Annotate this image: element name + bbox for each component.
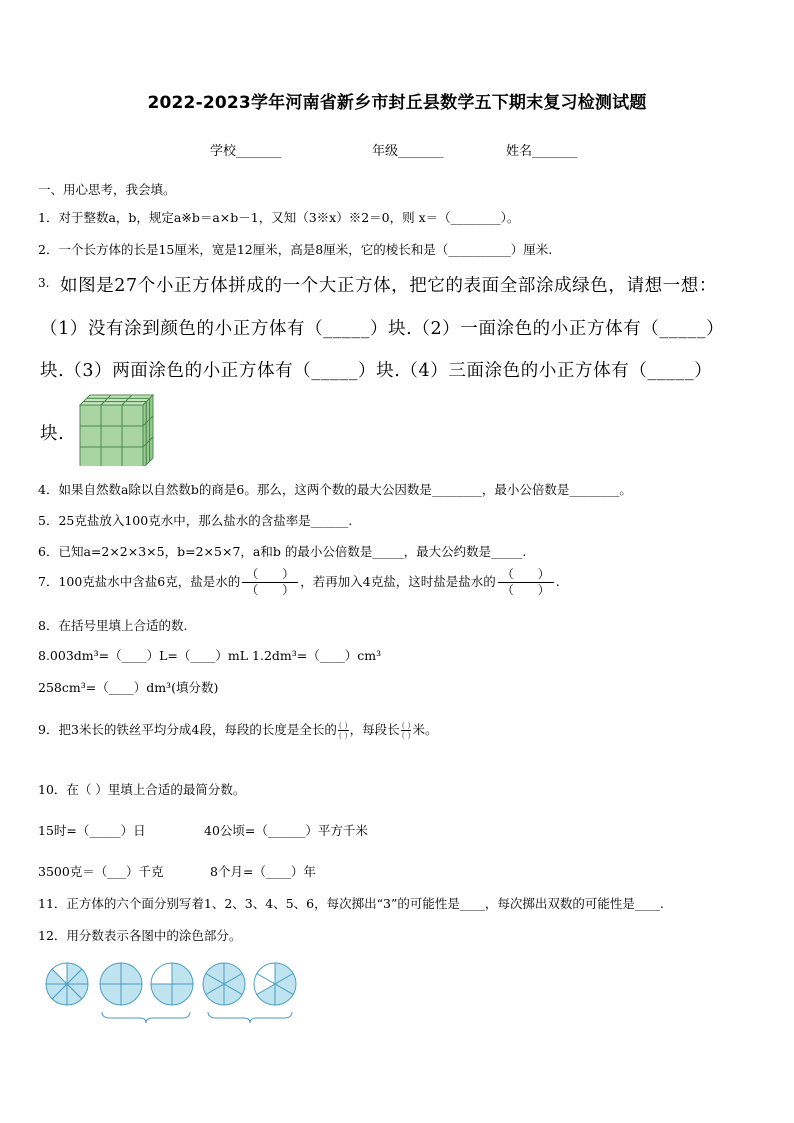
- circle-2-slice: [100, 963, 121, 984]
- question-7: [38, 567, 560, 598]
- cube-side-cell: [146, 440, 149, 464]
- fraction-2: [498, 567, 554, 598]
- question-4: 4．如果自然数a除以自然数b的商是6。那么，这两个数的最大公因数是________，最小公倍数是________。: [38, 482, 632, 497]
- fraction-2-denominator: （ ）: [501, 583, 550, 597]
- cube-front-cell: [122, 405, 143, 426]
- cube-side-cell: [146, 419, 149, 443]
- cube-side-cell: [146, 398, 149, 422]
- question-9: [38, 720, 438, 740]
- cube-top-cell: [104, 398, 128, 401]
- question-9-part3: 米。: [412, 722, 438, 737]
- cube-front-cell: [101, 405, 122, 426]
- fraction-2-numerator: （ ）: [498, 567, 554, 583]
- fraction-3: [338, 721, 349, 740]
- fraction-1: [242, 567, 298, 598]
- circle-figures: [40, 956, 310, 1026]
- fraction-4-numerator: ( ): [401, 721, 411, 730]
- circle-3-slice: [151, 984, 172, 1005]
- cube-front-cell: [122, 426, 143, 447]
- question-1: 1．对于整数a，b，规定a※b＝a×b－1，又知（3※x）※2＝0，则 x＝（________）。: [38, 210, 520, 225]
- cube-side-cell: [150, 416, 153, 440]
- question-7-part1: 7．100克盐水中含盐6克，盐是水的: [38, 574, 241, 589]
- circle-2-slice: [121, 963, 142, 984]
- cube-front-cell: [80, 447, 101, 466]
- circle-3-slice: [172, 963, 193, 984]
- fraction-3-numerator: ( ): [338, 721, 348, 730]
- question-10-c: 3500克＝（___）千克: [38, 864, 164, 879]
- question-9-part2: ，每段长: [349, 722, 400, 737]
- cube-front-cell: [122, 447, 143, 466]
- question-10-b: 40公顷=（______）平方千米: [204, 823, 368, 838]
- question-3-line1: 如图是27个小正方体拼成的一个大正方体，把它的表面全部涂成绿色，请想一想：: [60, 276, 717, 296]
- circle-3-slice: [172, 984, 193, 1005]
- fraction-4: [401, 721, 412, 740]
- section-heading: 一、用心思考，我会填。: [38, 182, 176, 197]
- question-11: 11．正方体的六个面分别写着1、2、3、4、5、6，每次掷出“3”的可能性是____，每次掷出双数的可能性是____.: [38, 896, 664, 911]
- cube-front-cell: [101, 426, 122, 447]
- name-field: 姓名_______: [506, 144, 578, 159]
- question-3-number: 3.: [38, 276, 50, 290]
- cube-side-cell: [150, 437, 153, 461]
- question-5: 5．25克盐放入100克水中，那么盐水的含盐率是______.: [38, 513, 353, 528]
- group-brace-2: [208, 1012, 292, 1023]
- question-10-intro: 10．在（ ）里填上合适的最简分数。: [38, 782, 246, 797]
- fraction-1-denominator: （ ）: [246, 583, 295, 597]
- question-7-part2: ，若再加入4克盐，这时盐是盐水的: [300, 574, 496, 589]
- circle-3-slice: [151, 963, 172, 984]
- question-3-line4: 块.: [40, 424, 65, 444]
- question-10-d: 8个月=（____）年: [210, 864, 316, 879]
- school-field: 学校_______: [210, 144, 282, 159]
- question-7-part3: .: [555, 574, 560, 589]
- question-8-line1: 8.003dm³=（____）L=（____）mL 1.2dm³=（____）cm³: [38, 648, 382, 663]
- cube-front-cell: [101, 447, 122, 466]
- question-9-part1: 9．把3米长的铁丝平均分成4段，每段的长度是全长的: [38, 722, 337, 737]
- page-title: 2022-2023学年河南省新乡市封丘县数学五下期末复习检测试题: [147, 93, 647, 113]
- circle-2-slice: [100, 984, 121, 1005]
- cube-top-cell: [125, 398, 149, 401]
- question-8-line2: 258cm³=（____）dm³(填分数): [38, 680, 219, 695]
- cube-front-cell: [80, 426, 101, 447]
- question-12: 12．用分数表示各图中的涂色部分。: [38, 928, 242, 943]
- fraction-3-denominator: ( ): [338, 731, 348, 740]
- question-3-line2: （1）没有涂到颜色的小正方体有（_____）块.（2）一面涂色的小正方体有（_____）: [40, 319, 725, 339]
- fraction-4-denominator: ( ): [401, 731, 411, 740]
- circle-2-slice: [121, 984, 142, 1005]
- grade-field: 年级_______: [372, 144, 444, 159]
- group-brace-1: [102, 1012, 190, 1023]
- question-8-intro: 8．在括号里填上合适的数.: [38, 618, 188, 633]
- fraction-1-numerator: （ ）: [242, 567, 298, 583]
- cube-front-cell: [80, 405, 101, 426]
- cube-side-cell: [150, 395, 153, 419]
- cube-figure: [78, 394, 154, 466]
- question-10-a: 15时=（_____）日: [38, 823, 146, 838]
- question-2: 2．一个长方体的长是15厘米，宽是12厘米，高是8厘米，它的棱长和是（__________）厘米.: [38, 242, 553, 257]
- cube-top-cell: [83, 398, 107, 401]
- question-6: 6．已知a=2×2×3×5，b=2×5×7，a和b 的最小公倍数是_____，最大公约数是_____.: [38, 544, 527, 559]
- question-3-line3: 块.（3）两面涂色的小正方体有（_____）块.（4）三面涂色的小正方体有（_____）: [40, 361, 713, 381]
